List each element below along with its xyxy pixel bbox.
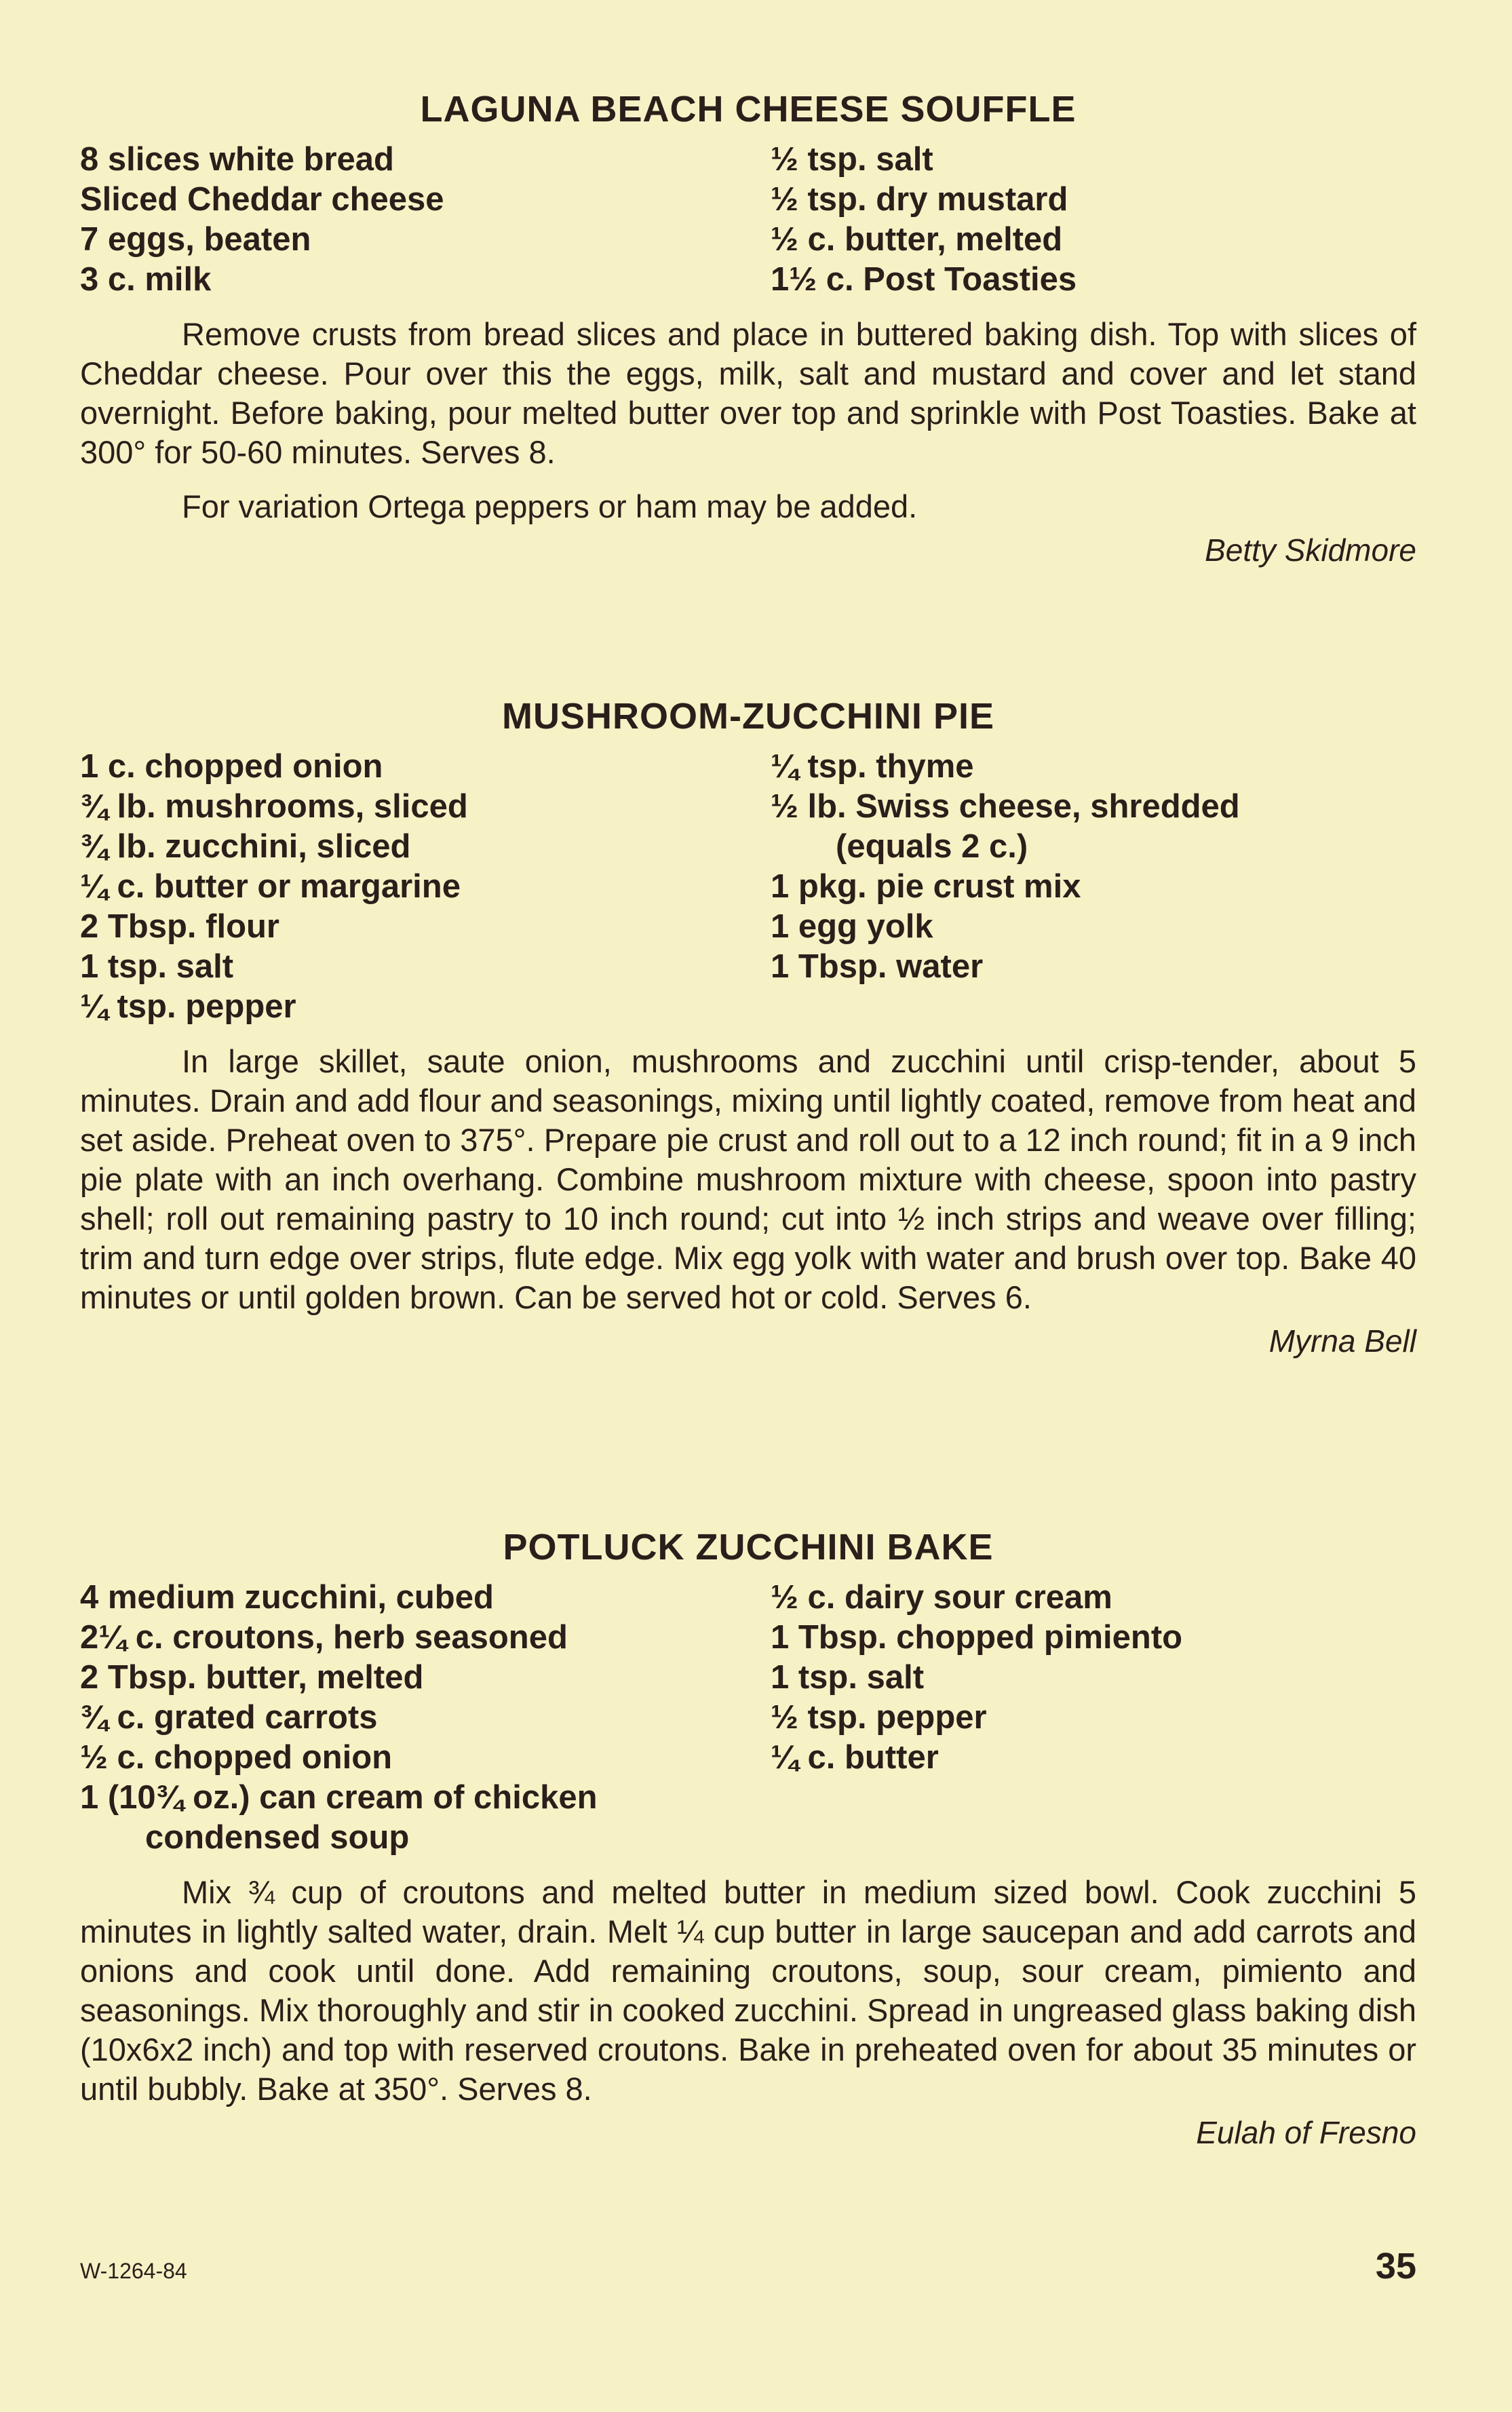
ingredient-column-right xyxy=(771,140,1416,300)
ingredient: 2¼ c. croutons, herb seasoned xyxy=(80,1619,568,1656)
recipe-author: Myrna Bell xyxy=(1268,1323,1416,1359)
recipe-directions: Mix ¾ cup of croutons and melted butter in medium sized bowl. Cook zucchini 5 minutes in lightly salted water, drain. Melt ¼ cup butter in large saucepan and add carrots and onions and cook until done. Add remaining croutons, soup, sour cream, pimiento and seasonings. Mix thoroughly and stir in cooked zucchini. Spread in ungreased glass baking dish (10x6x2 inch) and top with reserved croutons. Bake in preheated oven for about 35 minutes or until bubbly. Bake at 350°. Serves 8. xyxy=(80,1874,1416,2107)
ingredient: Sliced Cheddar cheese xyxy=(80,181,444,218)
ingredient: 1½ c. Post Toasties xyxy=(771,261,1077,298)
ingredient: ½ c. butter, melted xyxy=(771,221,1063,258)
ingredient: 1 egg yolk xyxy=(771,908,933,945)
ingredient-column-right xyxy=(771,1578,1416,1858)
recipe-cheese-souffle xyxy=(80,88,1416,570)
ingredient: (equals 2 c.) xyxy=(836,828,1028,865)
ingredient: ¼ c. butter xyxy=(771,1739,939,1776)
ingredient: 2 Tbsp. flour xyxy=(80,908,279,945)
footer-code: W-1264-84 xyxy=(80,2259,187,2283)
ingredient: 1 tsp. salt xyxy=(771,1659,925,1696)
recipe-mushroom-zucchini-pie xyxy=(80,695,1416,1361)
recipe-note: For variation Ortega peppers or ham may be added. xyxy=(182,488,918,524)
ingredient-list xyxy=(80,747,1416,1027)
ingredient: ¾ lb. zucchini, sliced xyxy=(80,828,411,865)
ingredient-column-right xyxy=(771,747,1416,1027)
ingredient-column-left xyxy=(80,140,771,300)
ingredient: ¼ c. butter or margarine xyxy=(80,868,461,905)
page-number: 35 xyxy=(1375,2246,1416,2287)
ingredient: 1 (10¾ oz.) can cream of chicken xyxy=(80,1779,598,1816)
recipe-directions: Remove crusts from bread slices and place in buttered baking dish. Top with slices of Cheddar cheese. Pour over this the eggs, milk, salt and mustard and cover and let stand overnight. Before baking, pour melted butter over top and sprinkle with Post Toasties. Bake at 300° for 50-60 minutes. Serves 8. xyxy=(80,316,1416,470)
recipe-title: MUSHROOM-ZUCCHINI PIE xyxy=(502,696,994,737)
ingredient: ½ tsp. dry mustard xyxy=(771,181,1068,218)
ingredient: ¾ c. grated carrots xyxy=(80,1699,378,1736)
recipe-directions: In large skillet, saute onion, mushrooms and zucchini until crisp-tender, about 5 minutes. Drain and add flour and seasonings, mixing until lightly coated, remove from heat and set aside. Preheat oven to 375°. Prepare pie crust and roll out to a 12 inch round; fit in a 9 inch pie plate with an inch overhang. Combine mushroom mixture with cheese, spoon into pastry shell; roll out remaining pastry to 10 inch round; cut into ½ inch strips and weave over filling; trim and turn edge over strips, flute edge. Mix egg yolk with water and brush over top. Bake 40 minutes or until golden brown. Can be served hot or cold. Serves 6. xyxy=(80,1043,1416,1315)
ingredient: 1 tsp. salt xyxy=(80,948,234,985)
ingredient-list xyxy=(80,140,1416,300)
ingredient-list xyxy=(80,1578,1416,1858)
ingredient: condensed soup xyxy=(145,1819,410,1856)
cookbook-page xyxy=(80,81,1416,2347)
ingredient: 1 Tbsp. water xyxy=(771,948,984,985)
ingredient: ½ tsp. salt xyxy=(771,141,933,178)
ingredient: ¼ tsp. thyme xyxy=(771,748,974,785)
recipe-title: LAGUNA BEACH CHEESE SOUFFLE xyxy=(420,89,1077,130)
ingredient: ½ c. chopped onion xyxy=(80,1739,393,1776)
recipe-title: POTLUCK ZUCCHINI BAKE xyxy=(503,1527,994,1568)
ingredient: 8 slices white bread xyxy=(80,141,394,178)
ingredient: ½ c. dairy sour cream xyxy=(771,1579,1112,1616)
ingredient: 1 Tbsp. chopped pimiento xyxy=(771,1619,1183,1656)
ingredient-column-left xyxy=(80,1578,771,1858)
ingredient: 4 medium zucchini, cubed xyxy=(80,1579,494,1616)
recipe-potluck-zucchini-bake xyxy=(80,1526,1416,2152)
recipe-author: Betty Skidmore xyxy=(1205,532,1416,568)
ingredient: ½ tsp. pepper xyxy=(771,1699,987,1736)
ingredient: ¼ tsp. pepper xyxy=(80,988,296,1025)
ingredient: 1 c. chopped onion xyxy=(80,748,383,785)
ingredient: ¾ lb. mushrooms, sliced xyxy=(80,788,468,825)
ingredient: 2 Tbsp. butter, melted xyxy=(80,1659,424,1696)
recipe-author: Eulah of Fresno xyxy=(1196,2115,1416,2150)
ingredient: 1 pkg. pie crust mix xyxy=(771,868,1081,905)
ingredient: ½ lb. Swiss cheese, shredded xyxy=(771,788,1240,825)
ingredient: 3 c. milk xyxy=(80,261,212,298)
ingredient-column-left xyxy=(80,747,771,1027)
ingredient: 7 eggs, beaten xyxy=(80,221,311,258)
